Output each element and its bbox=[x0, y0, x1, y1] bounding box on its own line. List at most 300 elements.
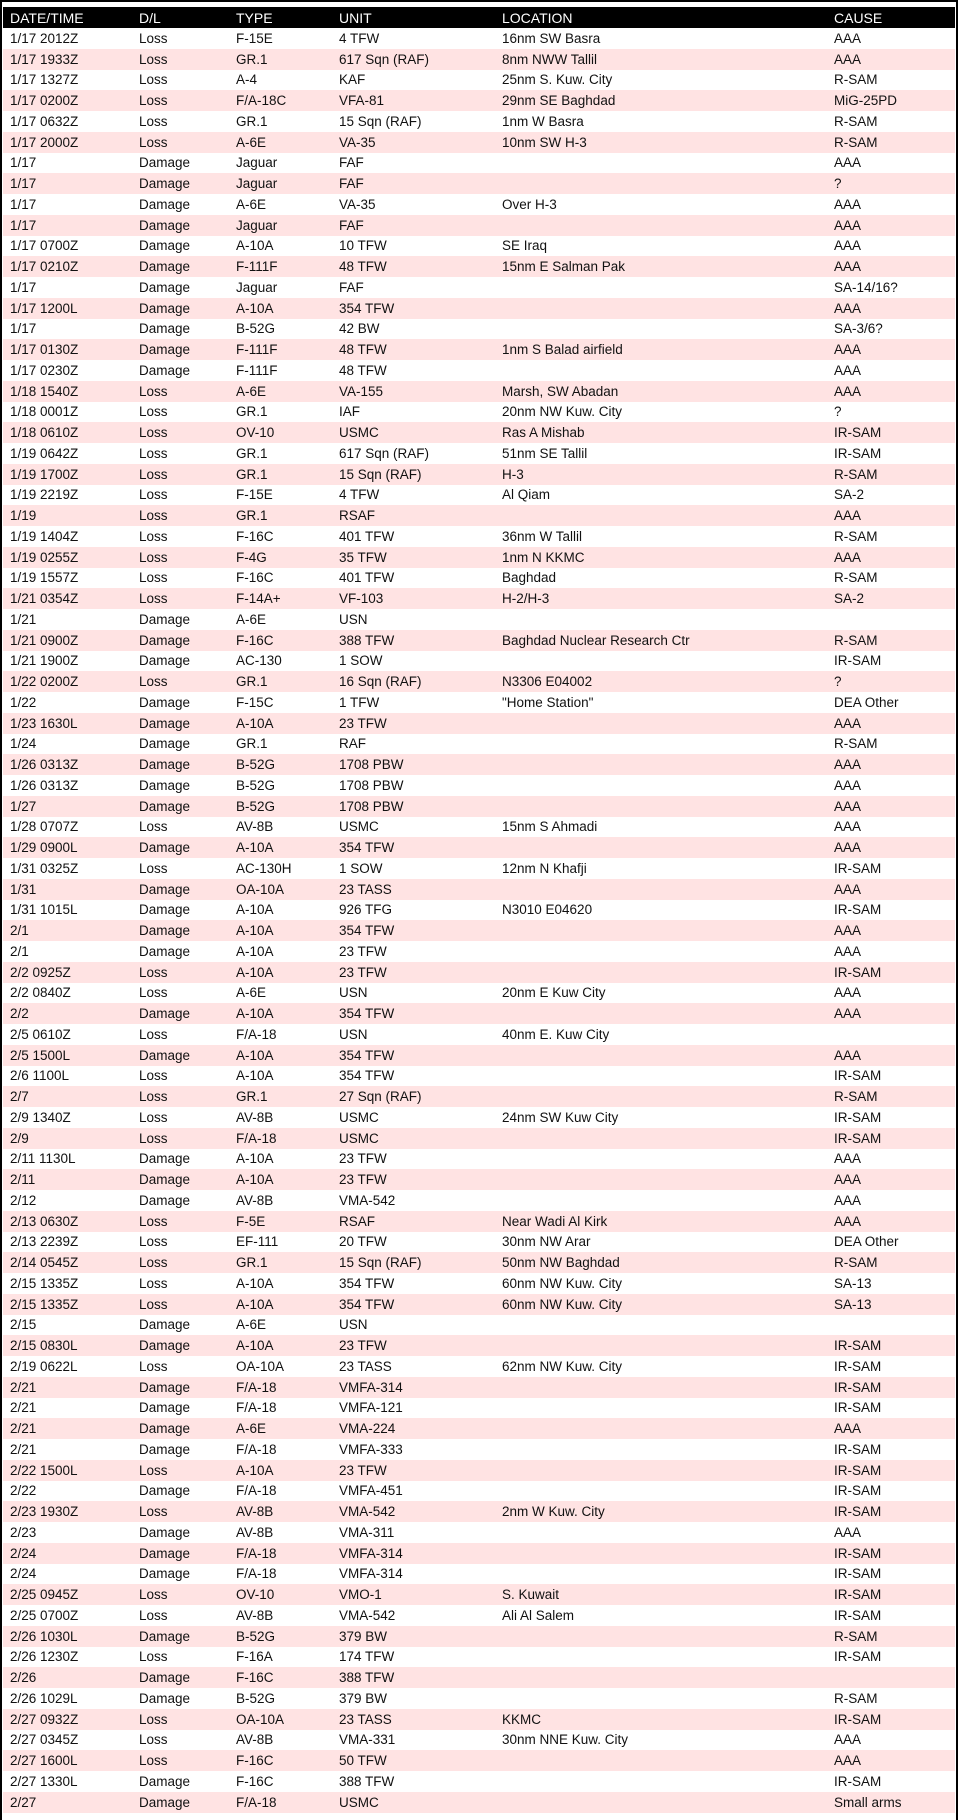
cell-datetime: 2/25 0945Z bbox=[3, 1584, 132, 1605]
cell-location: Ali Al Salem bbox=[502, 1607, 575, 1623]
cell-unit: 23 TFW bbox=[332, 962, 495, 983]
table-row bbox=[3, 1501, 955, 1522]
table-row bbox=[3, 215, 955, 236]
cell-cause: IR-SAM bbox=[827, 1501, 955, 1522]
cell-location bbox=[495, 1439, 827, 1460]
cell-cause: IR-SAM bbox=[834, 1068, 882, 1084]
cell-datetime: 2/27 0345Z bbox=[10, 1732, 79, 1748]
cell-dl: Damage bbox=[132, 173, 229, 194]
cell-dl: Damage bbox=[139, 279, 191, 295]
cell-datetime: 1/26 0313Z bbox=[3, 754, 132, 775]
cell-unit: 1708 PBW bbox=[332, 796, 495, 817]
cell-dl: Damage bbox=[132, 796, 229, 817]
cell-cause: IR-SAM bbox=[827, 1584, 955, 1605]
cell-type: B-52G bbox=[236, 1690, 276, 1706]
table-row bbox=[3, 1086, 955, 1107]
cell-unit: 48 TFW bbox=[339, 362, 387, 378]
cell-type: Jaguar bbox=[236, 155, 278, 171]
cell-cause: R-SAM bbox=[827, 464, 955, 485]
cell-unit: FAF bbox=[332, 173, 495, 194]
cell-datetime: 2/9 bbox=[3, 1128, 132, 1149]
cell-cause: R-SAM bbox=[827, 1086, 955, 1107]
table-row bbox=[3, 1522, 955, 1543]
cell-unit: 23 TFW bbox=[332, 1460, 495, 1481]
cell-datetime: 2/15 0830L bbox=[3, 1335, 132, 1356]
table-row bbox=[3, 651, 955, 672]
cell-unit: VFA-81 bbox=[332, 90, 495, 111]
cell-location: H-3 bbox=[495, 464, 827, 485]
cell-unit: VMA-311 bbox=[339, 1524, 395, 1540]
cell-cause: IR-SAM bbox=[834, 902, 882, 918]
cell-type: F-15E bbox=[236, 487, 273, 503]
table-row bbox=[3, 1792, 955, 1813]
cell-location: 30nm NNE Kuw. City bbox=[502, 1732, 629, 1748]
cell-unit: 388 TFW bbox=[339, 1773, 395, 1789]
cell-datetime: 1/21 0900Z bbox=[3, 630, 132, 651]
cell-dl: Damage bbox=[132, 1335, 229, 1356]
cell-cause: AAA bbox=[827, 339, 955, 360]
cell-datetime: 2/2 bbox=[3, 1003, 132, 1024]
cell-dl: Damage bbox=[139, 155, 191, 171]
cell-unit: VMO-1 bbox=[332, 1584, 495, 1605]
cell-datetime: 1/19 0255Z bbox=[3, 547, 132, 568]
cell-datetime: 1/17 0230Z bbox=[10, 362, 79, 378]
cell-datetime: 1/17 0210Z bbox=[3, 256, 132, 277]
table-row bbox=[3, 277, 955, 298]
cell-type: F-111F bbox=[236, 362, 278, 378]
cell-location bbox=[495, 1481, 827, 1502]
cell-type: OA-10A bbox=[229, 1709, 332, 1730]
cell-location bbox=[495, 1066, 827, 1087]
cell-dl: Loss bbox=[132, 381, 229, 402]
cell-location: 25nm S. Kuw. City bbox=[502, 72, 613, 88]
table-row bbox=[3, 485, 955, 506]
cell-location: 1nm W Basra bbox=[502, 113, 584, 129]
aircraft-losses-table bbox=[3, 7, 955, 1813]
table-row bbox=[3, 111, 955, 132]
cell-type: F/A-18 bbox=[236, 1400, 277, 1416]
table-row bbox=[3, 609, 955, 630]
cell-cause: IR-SAM bbox=[827, 1128, 955, 1149]
cell-dl: Loss bbox=[139, 113, 168, 129]
cell-unit: 354 TFW bbox=[332, 298, 495, 319]
cell-unit: 354 TFW bbox=[332, 920, 495, 941]
cell-dl: Loss bbox=[139, 72, 168, 88]
cell-location: 16nm SW Basra bbox=[502, 30, 601, 46]
cell-dl: Loss bbox=[139, 528, 168, 544]
cell-dl: Damage bbox=[139, 1483, 191, 1499]
cell-cause: Small arms bbox=[827, 1792, 955, 1813]
cell-type: F/A-18 bbox=[236, 1026, 277, 1042]
table-row bbox=[3, 1232, 955, 1253]
cell-type: GR.1 bbox=[236, 404, 268, 420]
cell-unit: VA-35 bbox=[339, 196, 376, 212]
cell-datetime: 2/22 1500L bbox=[3, 1460, 132, 1481]
cell-location: N3010 E04620 bbox=[502, 902, 593, 918]
cell-location: 15nm E Salman Pak bbox=[495, 256, 827, 277]
cell-type: AV-8B bbox=[236, 819, 274, 835]
cell-dl: Damage bbox=[132, 1377, 229, 1398]
table-row bbox=[3, 1024, 955, 1045]
cell-type: F/A-18 bbox=[236, 1483, 277, 1499]
cell-dl: Damage bbox=[139, 902, 191, 918]
cell-dl: Damage bbox=[132, 879, 229, 900]
cell-datetime: 1/19 2219Z bbox=[10, 487, 79, 503]
cell-cause: AAA bbox=[827, 713, 955, 734]
cell-unit: 15 Sqn (RAF) bbox=[332, 464, 495, 485]
cell-cause: R-SAM bbox=[834, 113, 878, 129]
cell-datetime: 1/23 1630L bbox=[3, 713, 132, 734]
cell-datetime: 2/24 bbox=[3, 1543, 132, 1564]
cell-dl: Loss bbox=[132, 962, 229, 983]
cell-unit: 20 TFW bbox=[339, 1234, 387, 1250]
cell-cause: IR-SAM bbox=[827, 1377, 955, 1398]
cell-datetime: 1/17 0632Z bbox=[10, 113, 79, 129]
cell-datetime: 2/2 0840Z bbox=[10, 985, 71, 1001]
table-row bbox=[3, 194, 955, 215]
table-row bbox=[3, 1273, 955, 1294]
cell-unit: 1 SOW bbox=[339, 653, 383, 669]
cell-unit: 354 TFW bbox=[332, 837, 495, 858]
cell-datetime: 2/26 bbox=[3, 1667, 132, 1688]
cell-unit: 16 Sqn (RAF) bbox=[332, 671, 495, 692]
cell-type: A-10A bbox=[229, 962, 332, 983]
cell-type: GR.1 bbox=[229, 49, 332, 70]
cell-type: F/A-18 bbox=[229, 1128, 332, 1149]
cell-location bbox=[495, 1086, 827, 1107]
cell-unit: 174 TFW bbox=[339, 1649, 395, 1665]
cell-unit: 354 TFW bbox=[332, 1294, 495, 1315]
cell-cause: AAA bbox=[834, 1524, 862, 1540]
cell-datetime: 2/21 bbox=[3, 1418, 132, 1439]
cell-cause: R-SAM bbox=[834, 72, 878, 88]
cell-unit: RAF bbox=[339, 736, 366, 752]
cell-unit: VF-103 bbox=[332, 588, 495, 609]
cell-datetime: 2/26 1030L bbox=[3, 1626, 132, 1647]
cell-location: N3306 E04002 bbox=[495, 671, 827, 692]
cell-unit: IAF bbox=[339, 404, 361, 420]
cell-type: B-52G bbox=[229, 796, 332, 817]
cell-dl: Loss bbox=[132, 588, 229, 609]
cell-dl: Loss bbox=[139, 1275, 168, 1291]
cell-datetime: 2/21 bbox=[10, 1400, 37, 1416]
cell-datetime: 1/24 bbox=[10, 736, 37, 752]
cell-dl: Loss bbox=[132, 49, 229, 70]
table-row bbox=[3, 796, 955, 817]
cell-location: 10nm SW H-3 bbox=[495, 132, 827, 153]
cell-datetime: 1/17 0200Z bbox=[3, 90, 132, 111]
cell-type: A-10A bbox=[229, 1335, 332, 1356]
table-row bbox=[3, 1750, 955, 1771]
cell-type: AV-8B bbox=[229, 1501, 332, 1522]
cell-location bbox=[495, 1169, 827, 1190]
cell-unit: 379 BW bbox=[332, 1626, 495, 1647]
cell-type: GR.1 bbox=[229, 505, 332, 526]
table-row bbox=[3, 132, 955, 153]
cell-dl: Damage bbox=[139, 362, 191, 378]
cell-location: Ras A Mishab bbox=[495, 422, 827, 443]
table-row bbox=[3, 1626, 955, 1647]
cell-location: Baghdad Nuclear Research Ctr bbox=[495, 630, 827, 651]
cell-location bbox=[495, 1647, 827, 1668]
cell-location: 36nm W Tallil bbox=[502, 528, 583, 544]
cell-type: A-10A bbox=[236, 1068, 274, 1084]
table-row bbox=[3, 1460, 955, 1481]
cell-type: AV-8B bbox=[236, 1109, 274, 1125]
cell-type: GR.1 bbox=[229, 1252, 332, 1273]
table-row bbox=[3, 526, 955, 547]
cell-datetime: 1/17 bbox=[10, 196, 37, 212]
cell-location bbox=[495, 775, 827, 796]
table-row bbox=[3, 1667, 955, 1688]
cell-unit: USN bbox=[339, 611, 368, 627]
cell-unit: 1 SOW bbox=[339, 860, 383, 876]
table-row bbox=[3, 1418, 955, 1439]
cell-location bbox=[495, 609, 827, 630]
cell-datetime: 2/24 bbox=[10, 1566, 37, 1582]
cell-cause: AAA bbox=[827, 920, 955, 941]
cell-cause: IR-SAM bbox=[834, 1649, 882, 1665]
cell-unit: VMA-224 bbox=[332, 1418, 495, 1439]
cell-cause: AAA bbox=[827, 879, 955, 900]
cell-unit: 23 TFW bbox=[332, 713, 495, 734]
cell-unit: 617 Sqn (RAF) bbox=[332, 49, 495, 70]
cell-type: GR.1 bbox=[236, 736, 268, 752]
cell-location bbox=[495, 1335, 827, 1356]
cell-datetime: 2/27 1600L bbox=[3, 1750, 132, 1771]
cell-dl: Loss bbox=[139, 1732, 168, 1748]
cell-location bbox=[495, 1543, 827, 1564]
table-row bbox=[3, 28, 955, 49]
cell-dl: Loss bbox=[132, 1501, 229, 1522]
cell-location: 50nm NW Baghdad bbox=[495, 1252, 827, 1273]
cell-datetime: 1/21 bbox=[10, 611, 37, 627]
table-row bbox=[3, 588, 955, 609]
cell-type: AC-130H bbox=[236, 860, 292, 876]
cell-type: F/A-18 bbox=[236, 1566, 277, 1582]
cell-dl: Damage bbox=[132, 754, 229, 775]
table-body bbox=[3, 28, 955, 1813]
cell-cause: AAA bbox=[834, 819, 862, 835]
table-row bbox=[3, 671, 955, 692]
cell-unit: VA-155 bbox=[332, 381, 495, 402]
table-row bbox=[3, 900, 955, 921]
cell-datetime: 2/27 0932Z bbox=[3, 1709, 132, 1730]
cell-dl: Loss bbox=[132, 505, 229, 526]
cell-type: F-5E bbox=[229, 1211, 332, 1232]
cell-cause: AAA bbox=[827, 1750, 955, 1771]
cell-cause: AAA bbox=[834, 1732, 862, 1748]
header-dl: D/L bbox=[132, 7, 229, 28]
cell-type: A-10A bbox=[229, 837, 332, 858]
cell-type: F-4G bbox=[229, 547, 332, 568]
cell-cause: AAA bbox=[834, 1192, 862, 1208]
cell-cause: R-SAM bbox=[827, 630, 955, 651]
cell-datetime: 2/2 0925Z bbox=[3, 962, 132, 983]
cell-cause: AAA bbox=[834, 943, 862, 959]
cell-cause: IR-SAM bbox=[834, 653, 882, 669]
cell-location bbox=[495, 1522, 827, 1543]
cell-cause: AAA bbox=[827, 837, 955, 858]
cell-type: OV-10 bbox=[229, 422, 332, 443]
table-row bbox=[3, 505, 955, 526]
cell-type: F-16C bbox=[236, 528, 274, 544]
cell-dl: Damage bbox=[139, 1441, 191, 1457]
cell-datetime: 1/21 0354Z bbox=[3, 588, 132, 609]
cell-dl: Loss bbox=[139, 819, 168, 835]
cell-type: A-10A bbox=[229, 298, 332, 319]
cell-datetime: 2/27 1330L bbox=[10, 1773, 78, 1789]
cell-location bbox=[495, 1377, 827, 1398]
cell-unit: 23 TFW bbox=[339, 1151, 387, 1167]
table-row bbox=[3, 319, 955, 340]
cell-type: F-14A+ bbox=[229, 588, 332, 609]
header-type: TYPE bbox=[229, 7, 332, 28]
cell-location bbox=[495, 651, 827, 672]
cell-cause: IR-SAM bbox=[834, 445, 882, 461]
cell-location bbox=[495, 1460, 827, 1481]
cell-datetime: 2/13 0630Z bbox=[3, 1211, 132, 1232]
cell-cause: R-SAM bbox=[827, 1626, 955, 1647]
cell-type: OA-10A bbox=[229, 879, 332, 900]
cell-dl: Loss bbox=[132, 1211, 229, 1232]
cell-cause: AAA bbox=[827, 1169, 955, 1190]
cell-location: S. Kuwait bbox=[495, 1584, 827, 1605]
table-row bbox=[3, 1066, 955, 1087]
cell-cause: IR-SAM bbox=[834, 1109, 882, 1125]
cell-cause: IR-SAM bbox=[827, 1335, 955, 1356]
cell-cause: IR-SAM bbox=[834, 1607, 882, 1623]
table-row bbox=[3, 1045, 955, 1066]
cell-cause bbox=[827, 1315, 955, 1336]
cell-cause: DEA Other bbox=[834, 694, 899, 710]
table-row bbox=[3, 547, 955, 568]
table-row bbox=[3, 775, 955, 796]
cell-dl: Damage bbox=[132, 1169, 229, 1190]
cell-dl: Loss bbox=[139, 1234, 168, 1250]
cell-unit: USMC bbox=[339, 819, 379, 835]
cell-type: F-111F bbox=[229, 339, 332, 360]
cell-unit: 388 TFW bbox=[332, 630, 495, 651]
header-unit: UNIT bbox=[332, 7, 495, 28]
cell-type: F/A-18 bbox=[229, 1543, 332, 1564]
cell-cause: SA-13 bbox=[834, 1275, 872, 1291]
cell-type: A-6E bbox=[236, 611, 267, 627]
cell-unit: 23 TASS bbox=[339, 1358, 392, 1374]
cell-type: A-10A bbox=[229, 1294, 332, 1315]
cell-unit: 23 TFW bbox=[332, 1335, 495, 1356]
cell-unit: VA-35 bbox=[332, 132, 495, 153]
cell-dl: Damage bbox=[132, 1543, 229, 1564]
table-row bbox=[3, 1605, 955, 1626]
table-row bbox=[3, 1356, 955, 1377]
cell-type: A-10A bbox=[236, 1151, 274, 1167]
cell-unit: 401 TFW bbox=[339, 570, 395, 586]
cell-dl: Loss bbox=[132, 1294, 229, 1315]
cell-type: AV-8B bbox=[236, 1192, 274, 1208]
cell-datetime: 2/26 1029L bbox=[10, 1690, 78, 1706]
table-row bbox=[3, 381, 955, 402]
cell-unit: 401 TFW bbox=[339, 528, 395, 544]
table-row bbox=[3, 754, 955, 775]
cell-location bbox=[495, 1315, 827, 1336]
cell-unit: 354 TFW bbox=[332, 1003, 495, 1024]
cell-datetime: 1/17 bbox=[10, 155, 37, 171]
cell-datetime: 1/17 bbox=[3, 173, 132, 194]
cell-unit: USN bbox=[339, 985, 368, 1001]
cell-type: F/A-18 bbox=[229, 1792, 332, 1813]
cell-unit: FAF bbox=[339, 279, 364, 295]
cell-location: 30nm NW Arar bbox=[502, 1234, 591, 1250]
cell-datetime: 1/17 bbox=[3, 215, 132, 236]
cell-location bbox=[495, 1792, 827, 1813]
cell-unit: 4 TFW bbox=[339, 30, 380, 46]
cell-cause: AAA bbox=[827, 1045, 955, 1066]
cell-dl: Damage bbox=[132, 630, 229, 651]
table-row bbox=[3, 983, 955, 1004]
cell-dl: Damage bbox=[139, 321, 191, 337]
cell-unit: FAF bbox=[339, 155, 364, 171]
table-row bbox=[3, 339, 955, 360]
cell-location bbox=[495, 1149, 827, 1170]
cell-cause: ? bbox=[827, 173, 955, 194]
cell-type: EF-111 bbox=[236, 1234, 279, 1250]
table-row bbox=[3, 1252, 955, 1273]
cell-cause: IR-SAM bbox=[834, 1566, 882, 1582]
cell-dl: Loss bbox=[139, 1109, 168, 1125]
cell-type: B-52G bbox=[236, 777, 276, 793]
cell-location: 1nm S Balad airfield bbox=[495, 339, 827, 360]
cell-cause: IR-SAM bbox=[834, 1358, 882, 1374]
cell-type: GR.1 bbox=[236, 445, 268, 461]
cell-location bbox=[495, 713, 827, 734]
cell-datetime: 1/19 1404Z bbox=[10, 528, 79, 544]
cell-location bbox=[495, 277, 827, 298]
cell-dl: Loss bbox=[132, 90, 229, 111]
cell-dl: Damage bbox=[139, 1151, 191, 1167]
cell-datetime: 2/1 bbox=[10, 943, 29, 959]
cell-unit: VMFA-333 bbox=[339, 1441, 403, 1457]
cell-dl: Damage bbox=[139, 1192, 191, 1208]
table-row bbox=[3, 858, 955, 879]
cell-type: A-10A bbox=[229, 920, 332, 941]
table-row bbox=[3, 1315, 955, 1336]
table-row bbox=[3, 1377, 955, 1398]
cell-location bbox=[495, 1667, 827, 1688]
table-row bbox=[3, 236, 955, 257]
cell-location bbox=[495, 215, 827, 236]
table-row bbox=[3, 464, 955, 485]
cell-dl: Loss bbox=[132, 1709, 229, 1730]
cell-cause: AAA bbox=[827, 1418, 955, 1439]
cell-cause: IR-SAM bbox=[834, 1773, 882, 1789]
cell-cause: R-SAM bbox=[834, 528, 878, 544]
cell-dl: Damage bbox=[139, 1524, 191, 1540]
cell-location: "Home Station" bbox=[502, 694, 594, 710]
cell-type: A-4 bbox=[236, 72, 258, 88]
cell-location bbox=[495, 879, 827, 900]
cell-unit: RSAF bbox=[332, 505, 495, 526]
cell-unit: 1708 PBW bbox=[339, 777, 404, 793]
cell-dl: Loss bbox=[132, 1460, 229, 1481]
table-row bbox=[3, 1294, 955, 1315]
cell-location: 8nm NWW Tallil bbox=[495, 49, 827, 70]
cell-cause: AAA bbox=[827, 547, 955, 568]
cell-cause: ? bbox=[834, 404, 842, 420]
cell-location bbox=[495, 734, 827, 755]
cell-unit: USN bbox=[339, 1026, 368, 1042]
cell-datetime: 1/17 bbox=[10, 279, 37, 295]
